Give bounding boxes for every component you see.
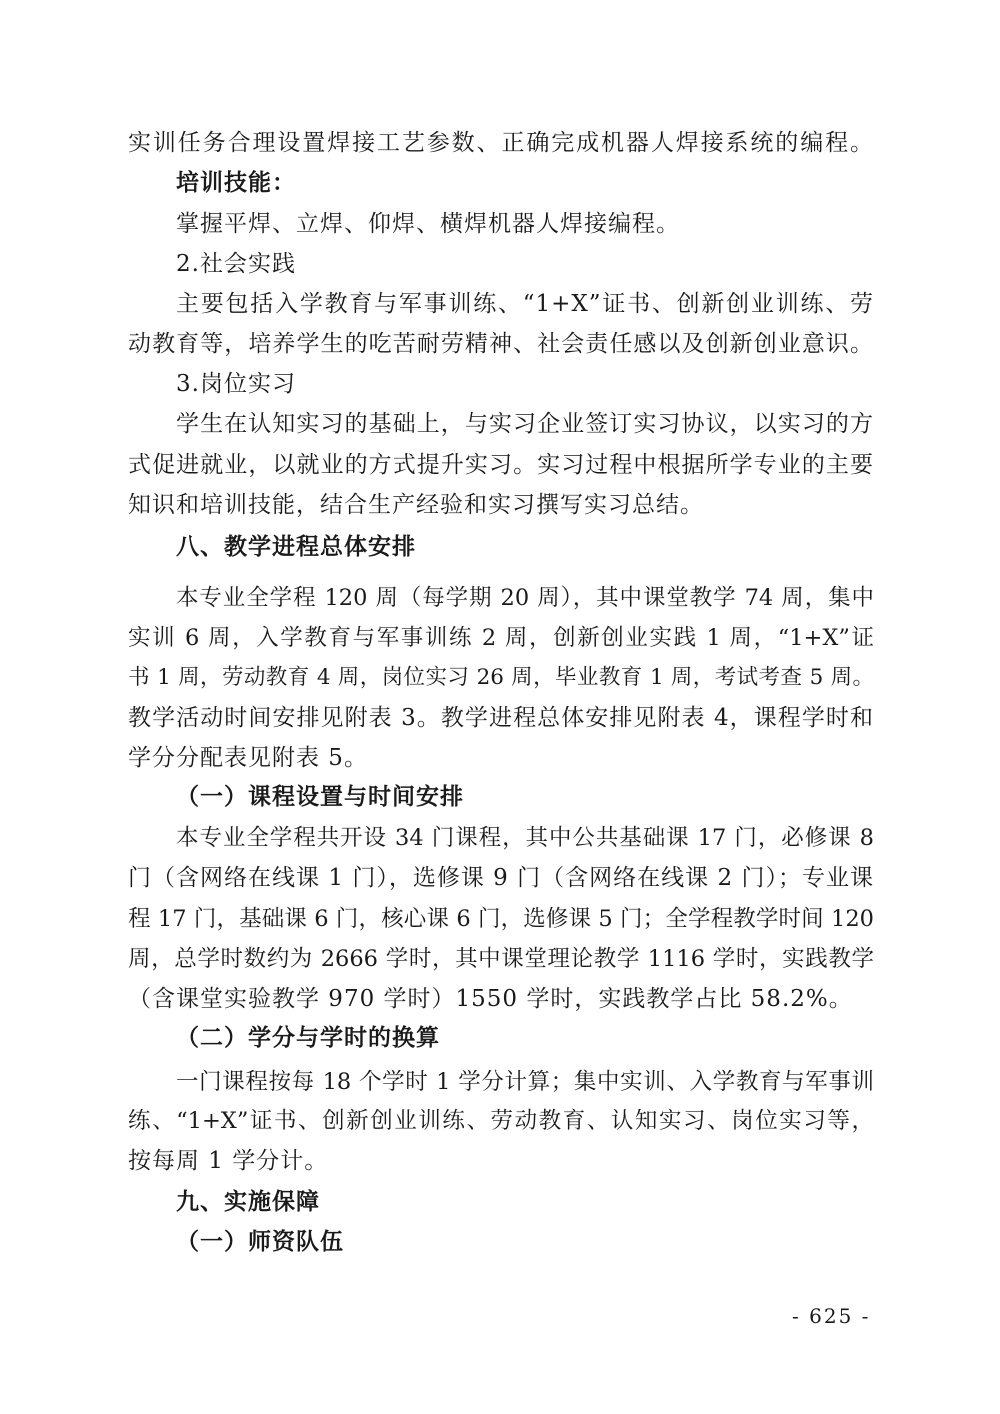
- body-text: 本专业全学程共开设 34 门课程，其中公共基础课 17 门，必修课 8: [176, 825, 874, 851]
- body-text: 书 1 周，劳动教育 4 周，岗位实习 26 周，毕业教育 1 周，考试考查 5 周。: [128, 665, 874, 690]
- subsection-heading: （二）学分与学时的换算: [176, 1025, 440, 1051]
- body-text: （含课堂实验教学 970 学时）1550 学时，实践教学占比 58.2%。: [128, 986, 853, 1012]
- body-text: 式促进就业，以就业的方式提升实习。实习过程中根据所学专业的主要: [128, 452, 874, 478]
- body-text: 一门课程按每 18 个学时 1 学分计算；集中实训、入学教育与军事训: [176, 1069, 874, 1095]
- body-text: 动教育等，培养学生的吃苦耐劳精神、社会责任感以及创新创业意识。: [128, 331, 874, 357]
- subsection-heading: （一）师资队伍: [176, 1229, 344, 1255]
- page-number: - 625 -: [792, 1304, 871, 1328]
- body-text: 练、“1+X”证书、创新创业训练、劳动教育、认知实习、岗位实习等，: [128, 1108, 874, 1134]
- body-text: 掌握平焊、立焊、仰焊、横焊机器人焊接编程。: [176, 211, 680, 237]
- subsection-heading: （一）课程设置与时间安排: [176, 784, 464, 810]
- body-text: 教学活动时间安排见附表 3。教学进程总体安排见附表 4，课程学时和: [128, 705, 874, 731]
- body-text: 周，总学时数约为 2666 学时，其中课堂理论教学 1116 学时，实践教学: [128, 946, 874, 972]
- subheading: 3.岗位实习: [176, 371, 296, 397]
- body-text: 学分分配表见附表 5。: [128, 745, 368, 771]
- section-heading: 八、教学进程总体安排: [176, 534, 416, 560]
- body-text: 按每周 1 学分计。: [128, 1148, 329, 1174]
- body-text: 学生在认知实习的基础上，与实习企业签订实习协议，以实习的方: [176, 411, 874, 437]
- body-text: 本专业全学程 120 周（每学期 20 周），其中课堂教学 74 周，集中: [176, 585, 874, 611]
- body-text: 实训任务合理设置焊接工艺参数、正确完成机器人焊接系统的编程。: [128, 130, 874, 156]
- body-text: 程 17 门，基础课 6 门，核心课 6 门，选修课 5 门；全学程教学时间 120: [128, 906, 874, 932]
- body-text: 知识和培训技能，结合生产经验和实习撰写实习总结。: [128, 492, 704, 518]
- body-text: 实训 6 周，入学教育与军事训练 2 周，创新创业实践 1 周，“1+X”证: [128, 625, 874, 651]
- subheading: 培训技能：: [176, 170, 296, 196]
- section-heading: 九、实施保障: [176, 1189, 320, 1215]
- body-text: 门（含网络在线课 1 门），选修课 9 门（含网络在线课 2 门）；专业课: [128, 865, 874, 891]
- subheading: 2.社会实践: [176, 251, 296, 277]
- body-text: 主要包括入学教育与军事训练、“1+X”证书、创新创业训练、劳: [176, 291, 874, 317]
